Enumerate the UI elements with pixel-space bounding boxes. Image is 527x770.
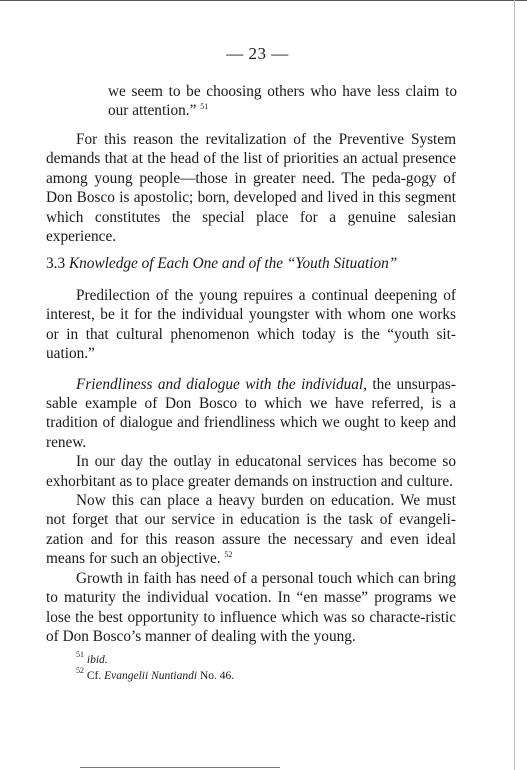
footnote-number: 52 [76,666,84,675]
page-right-edge [514,0,515,770]
footnote-source: Evangelii Nuntiandi [104,670,198,682]
page-bottom-edge [80,767,280,768]
page-top-edge [0,0,527,1]
paragraph-friendliness [46,375,456,453]
paragraph-text: For this reason the revitalization of the Preventive System demands that at the head of the list of priorities an actual presence among young people—those in greater need. The peda-gogy of Don Bosco is apostolic; born, developed and lived in this segment which constitutes the special place for a genuine salesian experience. [46,131,456,246]
footnotes [76,652,234,684]
section-heading [46,254,466,273]
footnote-prefix: Cf. [86,670,105,682]
footnote-suffix: No. 46. [197,670,235,682]
paragraph-predilection: Predilection of the young repuires a continual deepening of interest, be it for the individual youngster with whom one works or in that cultural phenomenon which today is the “youth sit-uation.” [46,287,456,363]
footnote-ref-51: 51 [200,102,209,112]
footnote-ref-52: 52 [224,550,233,560]
footnote-51 [76,652,234,668]
section-body [46,286,456,646]
paragraph-growth: Growth in faith has need of a personal touch which can bring to maturity the individual vocation. In “en masse” programs we lose the best opportunity to influence which was so characte-ristic of Don Bosco’s manner of dealing with the young. [46,569,456,645]
footnote-source: ibid. [86,654,108,666]
paragraph-burden [46,491,456,569]
paragraph-rest: the unsurpas-sable example of Don Bosco to which we have referred, is a tradition of dialogue and friendliness which we ought to keep and renew. [46,375,456,451]
section-number: 3.3 [46,255,66,272]
page-number: — 23 — [226,44,289,63]
footnote-52 [76,668,234,684]
paragraph-revitalization [46,130,456,246]
paragraph-outlay: In our day the outlay in educatonal services has become so exhorbitant as to place greater demands on instruction and culture. [46,453,456,490]
paragraph-text: Now this can place a heavy burden on education. We must not forget that our service in education is the task of evangeli-zation and for this reason assure the necessary and even ideal means for such an objective. [46,492,456,568]
quote-continuation [108,82,457,121]
section-title: Knowledge of Each One and of the “Youth Situation” [68,255,398,272]
quote-text: we seem to be choosing others who have less claim to our attention.” [108,83,457,120]
italic-lead: Friendliness and dialogue with the individual, [76,375,367,393]
footnote-number: 51 [76,650,84,659]
